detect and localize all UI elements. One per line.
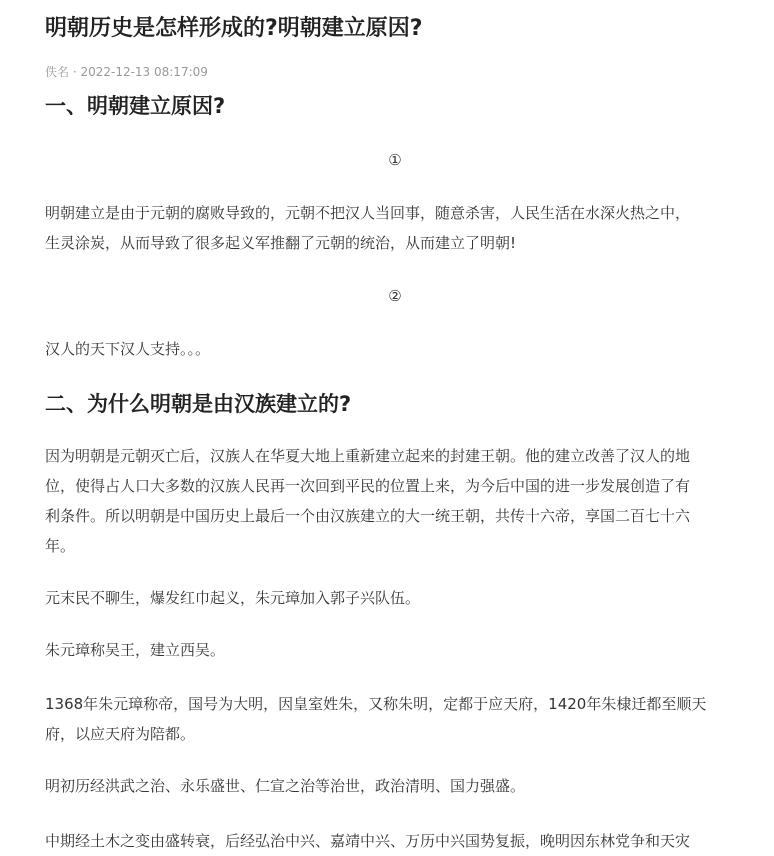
- paragraph-marker-1: ①: [388, 151, 402, 169]
- paragraph: 中期经土木之变由盛转衰，后经弘治中兴、嘉靖中兴、万历中兴国势复振，晚明因东林党争和天灾: [45, 832, 691, 850]
- paragraph-marker-2: ②: [388, 287, 402, 305]
- paragraph: 明初历经洪武之治、永乐盛世、仁宣之治等治世，政治清明、国力强盛。: [45, 777, 526, 795]
- paragraph-line: 府，以应天府为陪都。: [45, 725, 196, 743]
- paragraph-line: 1368年朱元璋称帝，国号为大明，因皇室姓朱，又称朱明，定都于应天府，1420年朱棣迁都至顺天: [45, 695, 707, 713]
- paragraph-line: 年。: [45, 537, 76, 555]
- paragraph-line: 生灵涂炭，从而导致了很多起义军推翻了元朝的统治，从而建立了明朝!: [45, 234, 517, 252]
- article-title: 明朝历史是怎样形成的?明朝建立原因?: [45, 16, 423, 41]
- paragraph: 汉人的天下汉人支持。。。: [45, 340, 211, 358]
- paragraph: 朱元璋称吴王，建立西吴。: [45, 641, 226, 659]
- paragraph-line: 位，使得占人口大多数的汉族人民再一次回到平民的位置上来，为今后中国的进一步发展创造了有: [45, 477, 691, 495]
- paragraph: 元末民不聊生，爆发红巾起义，朱元璋加入郭子兴队伍。: [45, 589, 421, 607]
- paragraph-line: 利条件。所以明朝是中国历史上最后一个由汉族建立的大一统王朝，共传十六帝，享国二百七十六: [45, 507, 691, 525]
- paragraph-line: 明朝建立是由于元朝的腐败导致的，元朝不把汉人当回事，随意杀害，人民生活在水深火热之中，: [45, 204, 691, 222]
- section-heading-1: 一、明朝建立原因?: [45, 94, 226, 118]
- article-meta: 佚名 · 2022-12-13 08:17:09: [45, 65, 208, 79]
- paragraph-line: 因为明朝是元朝灭亡后，汉族人在华夏大地上重新建立起来的封建王朝。他的建立改善了汉人的地: [45, 447, 691, 465]
- section-heading-2: 二、为什么明朝是由汉族建立的?: [45, 392, 352, 416]
